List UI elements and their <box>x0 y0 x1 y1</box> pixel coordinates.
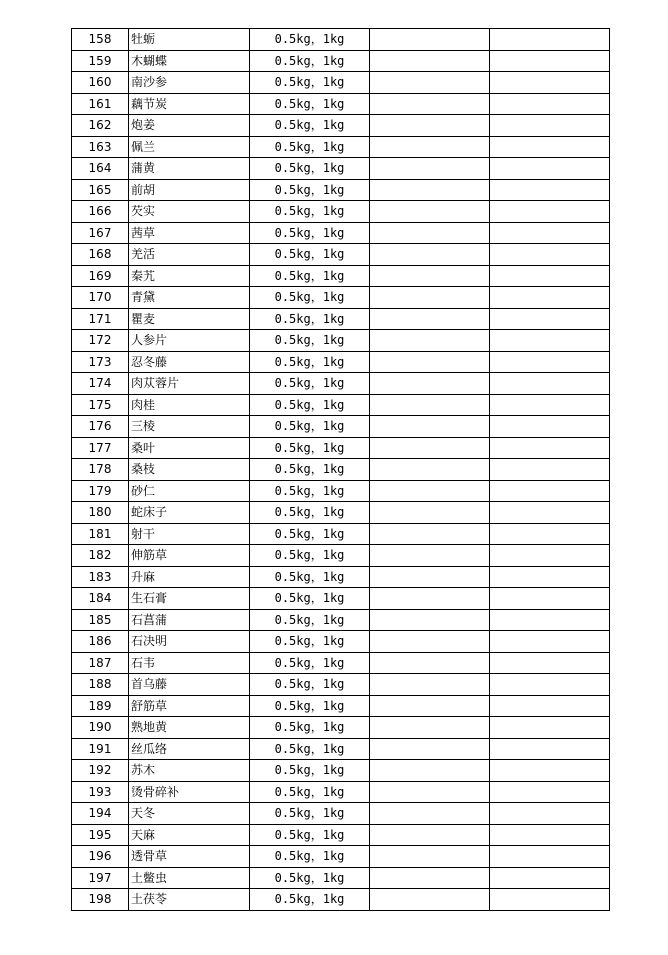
empty-cell <box>490 545 610 567</box>
herb-name: 前胡 <box>129 179 250 201</box>
table-row <box>72 738 610 760</box>
empty-cell <box>370 201 490 223</box>
empty-cell <box>490 502 610 524</box>
empty-cell <box>490 588 610 610</box>
package-spec: 0.5kg，1kg <box>250 158 370 180</box>
row-number: 197 <box>72 867 129 889</box>
row-number: 172 <box>72 330 129 352</box>
row-number: 179 <box>72 480 129 502</box>
row-number: 196 <box>72 846 129 868</box>
empty-cell <box>370 179 490 201</box>
row-number: 193 <box>72 781 129 803</box>
package-spec: 0.5kg，1kg <box>250 889 370 911</box>
empty-cell <box>370 437 490 459</box>
herb-name: 石菖蒲 <box>129 609 250 631</box>
herb-name: 蒲黄 <box>129 158 250 180</box>
herb-name: 忍冬藤 <box>129 351 250 373</box>
herb-name: 瞿麦 <box>129 308 250 330</box>
package-spec: 0.5kg，1kg <box>250 588 370 610</box>
herb-name: 牡蛎 <box>129 29 250 51</box>
empty-cell <box>370 523 490 545</box>
herb-name: 首乌藤 <box>129 674 250 696</box>
empty-cell <box>370 459 490 481</box>
table-row <box>72 394 610 416</box>
row-number: 159 <box>72 50 129 72</box>
empty-cell <box>370 222 490 244</box>
empty-cell <box>490 523 610 545</box>
empty-cell <box>370 50 490 72</box>
row-number: 177 <box>72 437 129 459</box>
row-number: 183 <box>72 566 129 588</box>
empty-cell <box>490 136 610 158</box>
row-number: 163 <box>72 136 129 158</box>
empty-cell <box>490 29 610 51</box>
package-spec: 0.5kg，1kg <box>250 115 370 137</box>
empty-cell <box>490 803 610 825</box>
row-number: 192 <box>72 760 129 782</box>
herb-name: 升麻 <box>129 566 250 588</box>
empty-cell <box>370 760 490 782</box>
row-number: 165 <box>72 179 129 201</box>
row-number: 190 <box>72 717 129 739</box>
table-row <box>72 50 610 72</box>
herb-name: 南沙参 <box>129 72 250 94</box>
package-spec: 0.5kg，1kg <box>250 351 370 373</box>
empty-cell <box>370 803 490 825</box>
row-number: 194 <box>72 803 129 825</box>
empty-cell <box>370 330 490 352</box>
herb-name: 天冬 <box>129 803 250 825</box>
table-row <box>72 588 610 610</box>
row-number: 160 <box>72 72 129 94</box>
empty-cell <box>490 717 610 739</box>
herb-table-body <box>72 29 610 911</box>
empty-cell <box>490 867 610 889</box>
table-row <box>72 29 610 51</box>
table-row <box>72 416 610 438</box>
row-number: 184 <box>72 588 129 610</box>
empty-cell <box>490 738 610 760</box>
empty-cell <box>370 394 490 416</box>
empty-cell <box>370 824 490 846</box>
table-row <box>72 373 610 395</box>
herb-name: 羌活 <box>129 244 250 266</box>
herb-name: 佩兰 <box>129 136 250 158</box>
package-spec: 0.5kg，1kg <box>250 373 370 395</box>
table-row <box>72 351 610 373</box>
empty-cell <box>370 244 490 266</box>
package-spec: 0.5kg，1kg <box>250 824 370 846</box>
package-spec: 0.5kg，1kg <box>250 717 370 739</box>
package-spec: 0.5kg，1kg <box>250 330 370 352</box>
empty-cell <box>370 545 490 567</box>
empty-cell <box>490 566 610 588</box>
empty-cell <box>490 201 610 223</box>
empty-cell <box>370 566 490 588</box>
row-number: 187 <box>72 652 129 674</box>
row-number: 191 <box>72 738 129 760</box>
empty-cell <box>490 631 610 653</box>
package-spec: 0.5kg，1kg <box>250 803 370 825</box>
empty-cell <box>490 373 610 395</box>
empty-cell <box>490 244 610 266</box>
table-row <box>72 136 610 158</box>
herb-name: 舒筋草 <box>129 695 250 717</box>
package-spec: 0.5kg，1kg <box>250 502 370 524</box>
package-spec: 0.5kg，1kg <box>250 566 370 588</box>
empty-cell <box>370 308 490 330</box>
table-row <box>72 244 610 266</box>
package-spec: 0.5kg，1kg <box>250 50 370 72</box>
empty-cell <box>490 416 610 438</box>
empty-cell <box>490 760 610 782</box>
row-number: 166 <box>72 201 129 223</box>
package-spec: 0.5kg，1kg <box>250 695 370 717</box>
table-row <box>72 437 610 459</box>
empty-cell <box>490 287 610 309</box>
package-spec: 0.5kg，1kg <box>250 136 370 158</box>
empty-cell <box>370 695 490 717</box>
table-row <box>72 867 610 889</box>
row-number: 173 <box>72 351 129 373</box>
empty-cell <box>490 480 610 502</box>
package-spec: 0.5kg，1kg <box>250 287 370 309</box>
package-spec: 0.5kg，1kg <box>250 738 370 760</box>
row-number: 188 <box>72 674 129 696</box>
table-row <box>72 717 610 739</box>
herb-name: 芡实 <box>129 201 250 223</box>
row-number: 175 <box>72 394 129 416</box>
empty-cell <box>370 781 490 803</box>
row-number: 158 <box>72 29 129 51</box>
empty-cell <box>370 846 490 868</box>
row-number: 178 <box>72 459 129 481</box>
empty-cell <box>370 373 490 395</box>
package-spec: 0.5kg，1kg <box>250 781 370 803</box>
herb-name: 石决明 <box>129 631 250 653</box>
empty-cell <box>490 695 610 717</box>
empty-cell <box>370 889 490 911</box>
row-number: 186 <box>72 631 129 653</box>
herb-name: 桑枝 <box>129 459 250 481</box>
empty-cell <box>370 93 490 115</box>
row-number: 185 <box>72 609 129 631</box>
package-spec: 0.5kg，1kg <box>250 674 370 696</box>
table-row <box>72 889 610 911</box>
table-row <box>72 674 610 696</box>
empty-cell <box>490 889 610 911</box>
row-number: 161 <box>72 93 129 115</box>
package-spec: 0.5kg，1kg <box>250 631 370 653</box>
table-row <box>72 201 610 223</box>
empty-cell <box>370 738 490 760</box>
herb-name: 三棱 <box>129 416 250 438</box>
herb-name: 土茯苓 <box>129 889 250 911</box>
empty-cell <box>490 846 610 868</box>
herb-name: 炮姜 <box>129 115 250 137</box>
herb-name: 熟地黄 <box>129 717 250 739</box>
package-spec: 0.5kg，1kg <box>250 846 370 868</box>
package-spec: 0.5kg，1kg <box>250 201 370 223</box>
empty-cell <box>490 72 610 94</box>
empty-cell <box>370 29 490 51</box>
empty-cell <box>490 652 610 674</box>
table-row <box>72 566 610 588</box>
empty-cell <box>490 824 610 846</box>
empty-cell <box>370 265 490 287</box>
table-row <box>72 115 610 137</box>
empty-cell <box>490 93 610 115</box>
empty-cell <box>370 652 490 674</box>
empty-cell <box>370 158 490 180</box>
table-row <box>72 502 610 524</box>
package-spec: 0.5kg，1kg <box>250 437 370 459</box>
herb-name: 茜草 <box>129 222 250 244</box>
table-row <box>72 459 610 481</box>
package-spec: 0.5kg，1kg <box>250 394 370 416</box>
empty-cell <box>490 781 610 803</box>
empty-cell <box>490 158 610 180</box>
package-spec: 0.5kg，1kg <box>250 93 370 115</box>
empty-cell <box>490 609 610 631</box>
herb-name: 肉桂 <box>129 394 250 416</box>
table-row <box>72 523 610 545</box>
row-number: 168 <box>72 244 129 266</box>
empty-cell <box>370 631 490 653</box>
package-spec: 0.5kg，1kg <box>250 265 370 287</box>
row-number: 164 <box>72 158 129 180</box>
empty-cell <box>370 115 490 137</box>
herb-table <box>71 28 610 911</box>
herb-name: 石韦 <box>129 652 250 674</box>
package-spec: 0.5kg，1kg <box>250 416 370 438</box>
empty-cell <box>370 351 490 373</box>
table-row <box>72 545 610 567</box>
empty-cell <box>370 416 490 438</box>
empty-cell <box>490 330 610 352</box>
herb-name: 桑叶 <box>129 437 250 459</box>
herb-name: 生石膏 <box>129 588 250 610</box>
table-row <box>72 265 610 287</box>
package-spec: 0.5kg，1kg <box>250 459 370 481</box>
table-row <box>72 93 610 115</box>
empty-cell <box>490 459 610 481</box>
empty-cell <box>370 674 490 696</box>
herb-name: 苏木 <box>129 760 250 782</box>
table-row <box>72 781 610 803</box>
row-number: 174 <box>72 373 129 395</box>
row-number: 180 <box>72 502 129 524</box>
empty-cell <box>490 50 610 72</box>
package-spec: 0.5kg，1kg <box>250 652 370 674</box>
herb-name: 伸筋草 <box>129 545 250 567</box>
table-row <box>72 330 610 352</box>
package-spec: 0.5kg，1kg <box>250 72 370 94</box>
table-row <box>72 308 610 330</box>
empty-cell <box>490 179 610 201</box>
herb-name: 蛇床子 <box>129 502 250 524</box>
table-row <box>72 846 610 868</box>
table-row <box>72 652 610 674</box>
table-row <box>72 480 610 502</box>
empty-cell <box>370 588 490 610</box>
herb-name: 青黛 <box>129 287 250 309</box>
empty-cell <box>490 351 610 373</box>
empty-cell <box>370 480 490 502</box>
table-row <box>72 179 610 201</box>
table-row <box>72 609 610 631</box>
table-row <box>72 760 610 782</box>
row-number: 189 <box>72 695 129 717</box>
herb-name: 秦艽 <box>129 265 250 287</box>
empty-cell <box>490 265 610 287</box>
package-spec: 0.5kg，1kg <box>250 867 370 889</box>
empty-cell <box>370 502 490 524</box>
table-row <box>72 287 610 309</box>
package-spec: 0.5kg，1kg <box>250 308 370 330</box>
package-spec: 0.5kg，1kg <box>250 179 370 201</box>
empty-cell <box>370 717 490 739</box>
empty-cell <box>490 674 610 696</box>
package-spec: 0.5kg，1kg <box>250 523 370 545</box>
empty-cell <box>490 222 610 244</box>
table-row <box>72 803 610 825</box>
empty-cell <box>370 136 490 158</box>
empty-cell <box>370 287 490 309</box>
row-number: 162 <box>72 115 129 137</box>
row-number: 182 <box>72 545 129 567</box>
herb-name: 透骨草 <box>129 846 250 868</box>
package-spec: 0.5kg，1kg <box>250 29 370 51</box>
package-spec: 0.5kg，1kg <box>250 244 370 266</box>
empty-cell <box>490 115 610 137</box>
herb-name: 藕节炭 <box>129 93 250 115</box>
herb-name: 肉苁蓉片 <box>129 373 250 395</box>
empty-cell <box>490 308 610 330</box>
herb-name: 人参片 <box>129 330 250 352</box>
table-row <box>72 631 610 653</box>
herb-name: 丝瓜络 <box>129 738 250 760</box>
table-row <box>72 222 610 244</box>
herb-name: 木蝴蝶 <box>129 50 250 72</box>
herb-name: 土鳖虫 <box>129 867 250 889</box>
table-row <box>72 824 610 846</box>
row-number: 198 <box>72 889 129 911</box>
herb-name: 天麻 <box>129 824 250 846</box>
row-number: 181 <box>72 523 129 545</box>
empty-cell <box>490 437 610 459</box>
empty-cell <box>370 72 490 94</box>
row-number: 195 <box>72 824 129 846</box>
row-number: 171 <box>72 308 129 330</box>
empty-cell <box>370 609 490 631</box>
table-row <box>72 695 610 717</box>
table-row <box>72 158 610 180</box>
package-spec: 0.5kg，1kg <box>250 760 370 782</box>
herb-name: 射干 <box>129 523 250 545</box>
row-number: 176 <box>72 416 129 438</box>
row-number: 169 <box>72 265 129 287</box>
package-spec: 0.5kg，1kg <box>250 480 370 502</box>
package-spec: 0.5kg，1kg <box>250 545 370 567</box>
empty-cell <box>490 394 610 416</box>
row-number: 170 <box>72 287 129 309</box>
row-number: 167 <box>72 222 129 244</box>
herb-name: 砂仁 <box>129 480 250 502</box>
herb-name: 烫骨碎补 <box>129 781 250 803</box>
package-spec: 0.5kg，1kg <box>250 609 370 631</box>
package-spec: 0.5kg，1kg <box>250 222 370 244</box>
empty-cell <box>370 867 490 889</box>
table-row <box>72 72 610 94</box>
